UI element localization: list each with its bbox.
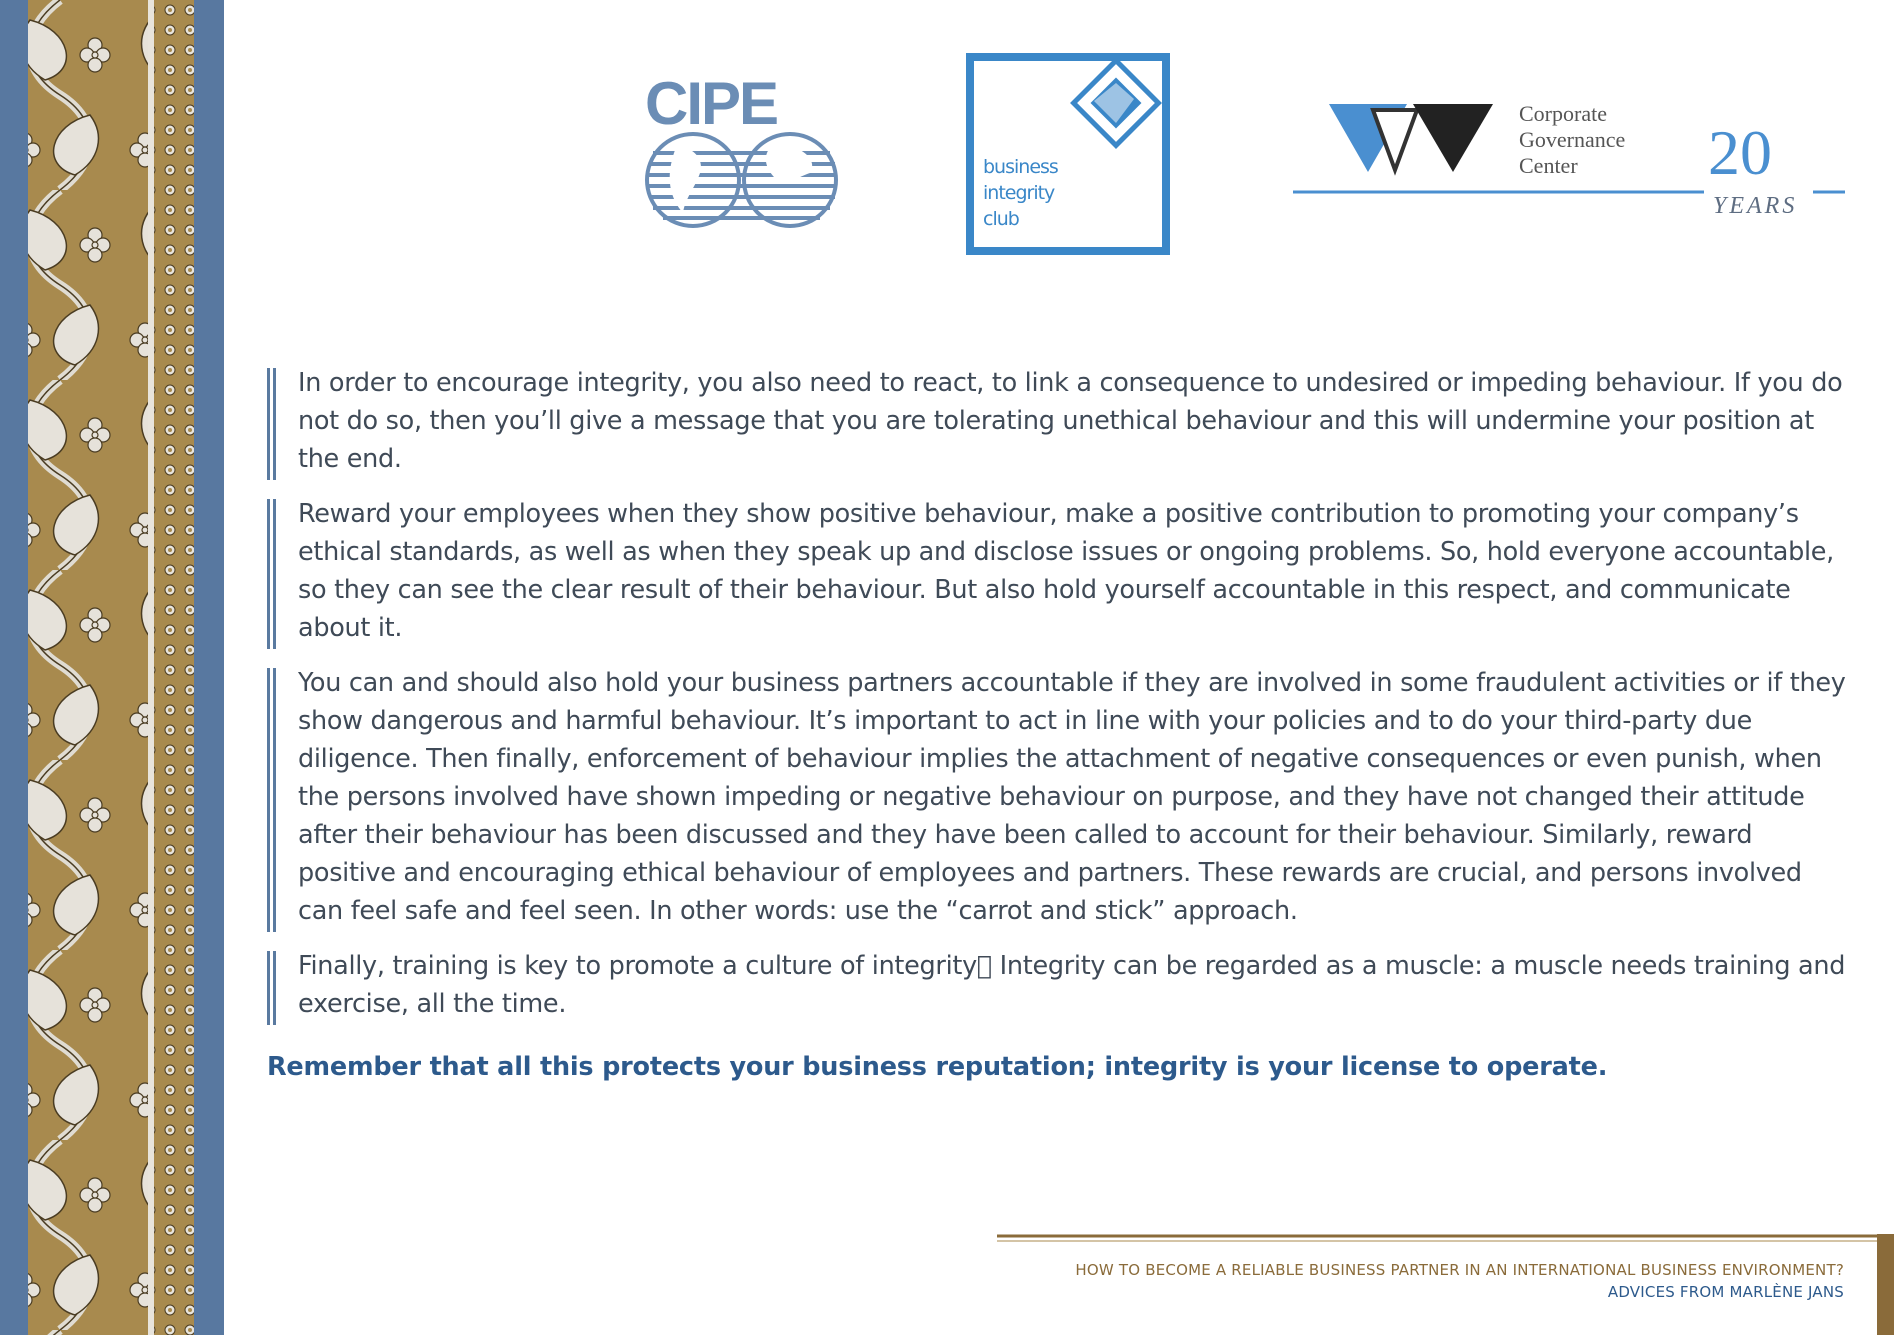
bic-line-2: integrity (983, 182, 1055, 204)
business-integrity-club-label (983, 154, 1058, 232)
cgc-years-word: YEARS (1713, 193, 1798, 219)
cgc-years-number: 20 (1708, 117, 1772, 188)
footer-title: HOW TO BECOME A RELIABLE BUSINESS PARTNER IN AN INTERNATIONAL BUSINESS ENVIRONMENT? (1075, 1261, 1844, 1279)
closing-statement: Remember that all this protects your business reputation; integrity is your license to operate. (267, 1052, 1608, 1082)
cipe-logo (645, 78, 840, 228)
decorative-side-border (0, 0, 224, 1335)
footer-subtitle: ADVICES FROM MARLÈNE JANS (1607, 1283, 1844, 1301)
bic-line-3: club (983, 208, 1019, 230)
bic-line-1: business (983, 156, 1058, 178)
cgc-line-1: Corporate (1519, 101, 1607, 126)
main-content (267, 364, 1847, 1082)
cgc-line-3: Center (1519, 153, 1578, 178)
cgc-line-2: Governance (1519, 127, 1626, 152)
paragraph-3: You can and should also hold your business partners accountable if they are involved in some fraudulent activities or if they show dangerous and harmful behaviour. It’s important to act in line with your policies and to do your third-party due diligence. Then finally, enforcement of behaviour implies the attachment of negative consequences or even punish, when the persons involved have shown impeding or negative behaviour on purpose, and they have not changed their attitude after their behaviour has been discussed and they have been called to account for their behaviour. Similarly, reward positive and encouraging ethical behaviour of employees and partners. These rewards are crucial, and persons involved can feel safe and feel seen. In other words: use the “carrot and stick” approach. (267, 664, 1847, 930)
paragraph-1: In order to encourage integrity, you also need to react, to link a consequence to undesired or impeding behaviour. If you do not do so, then you’ll give a message that you are tolerating unethical behaviour and this will undermine your position at the end. (267, 364, 1847, 478)
cipe-logo-text: CIPE (645, 78, 778, 137)
cgc-name (1519, 101, 1625, 179)
paragraph-2: Reward your employees when they show positive behaviour, make a positive contribution to promoting your company’s ethical standards, as well as when they speak up and disclose issues or ongoing problems. So, hold everyone accountable, so they can see the clear result of their behaviour. But also hold yourself accountable in this respect, and communicate about it. (267, 495, 1847, 647)
paragraph-4: Finally, training is key to promote a culture of integrity  Integrity can be regarded as a muscle: a muscle needs training and exercise, all the time. (267, 947, 1847, 1023)
